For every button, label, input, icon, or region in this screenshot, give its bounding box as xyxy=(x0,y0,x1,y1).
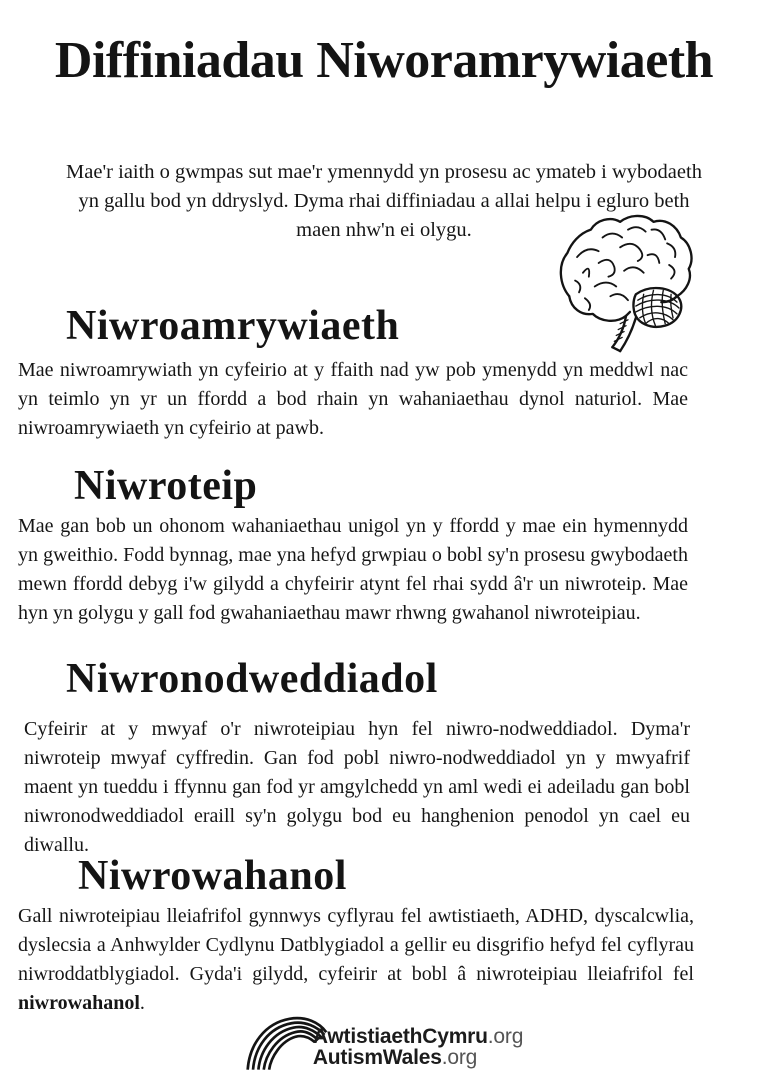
logo-name-wales: AutismWales xyxy=(312,1046,442,1069)
logo-url-wales xyxy=(313,1047,523,1068)
logo-url-cymru xyxy=(313,1026,523,1047)
footer-logo xyxy=(0,1012,768,1072)
logo-name-cymru: AwtistiaethCymru xyxy=(312,1025,488,1048)
section-heading: Niwroteip xyxy=(74,463,258,509)
page-title: Diffiniadau Niworamrywiaeth xyxy=(54,32,714,89)
logo-suffix-wales: .org xyxy=(441,1046,478,1069)
section-body-end: . xyxy=(139,992,145,1014)
logo-suffix-cymru: .org xyxy=(487,1025,524,1048)
brain-illustration xyxy=(548,214,708,356)
section-body: Mae gan bob un ohonom wahaniaethau unigol yn y ffordd y mae ein hymennydd yn gweithio. Fodd bynnag, mae yna hefyd grwpiau o bobl sy'n prosesu gwybodaeth mewn ffordd debyg i'w gilydd a chyfeirir atynt fel rhai sydd â'r un niwroteip. Mae hyn yn golygu y gall fod gwahaniaethau mawr rhwng gwahanol niwroteipiau. xyxy=(18,515,688,624)
bold-term: niwrowahanol xyxy=(18,992,140,1014)
brain-icon xyxy=(548,214,708,356)
section-body-text: Gall niwroteipiau lleiafrifol gynnwys cyflyrau fel awtistiaeth, ADHD, dyscalcwlia, dyslecsia a Anhwylder Cydlynu Datblygiadol a gellir eu disgrifio hefyd fel cyflyrau niwroddatblygiadol. Gyda'i gilydd, cyfeirir at bobl â niwroteipiau lleiafrifol fel xyxy=(18,905,694,985)
logo-text xyxy=(313,1026,523,1068)
section-heading: Niwrowahanol xyxy=(78,853,347,899)
section-body: Mae niwroamrywiath yn cyfeirio at y ffaith nad yw pob ymenydd yn meddwl nac yn teimlo yn yr un ffordd a bod rhain yn wahaniaethau dynol naturiol. Mae niwroamrywiaeth yn cyfeirio at pawb. xyxy=(18,359,688,439)
section-heading: Niwroamrywiaeth xyxy=(66,303,400,349)
section-body: Cyfeirir at y mwyaf o'r niwroteipiau hyn fel niwro-nodweddiadol. Dyma'r niwroteip mwyaf cyffredin. Gan fod pobl niwro-nodweddiadol yn y mwyafrif maent yn tueddu i ffynnu gan fod yr amgylchedd yn aml wedi ei adeiladu gan bobl niwronodweddiadol eraill sy'n golygu bod eu hanghenion penodol yn cael eu diwallu. xyxy=(24,718,690,856)
intro-paragraph: Mae'r iaith o gwmpas sut mae'r ymennydd yn prosesu ac ymateb i wybodaeth yn gallu bod yn ddryslyd. Dyma rhai diffiniadau a allai helpu i egluro beth maen nhw'n ei olygu. xyxy=(66,161,702,241)
section-heading: Niwronodweddiadol xyxy=(66,656,438,702)
section-body xyxy=(18,902,694,1018)
